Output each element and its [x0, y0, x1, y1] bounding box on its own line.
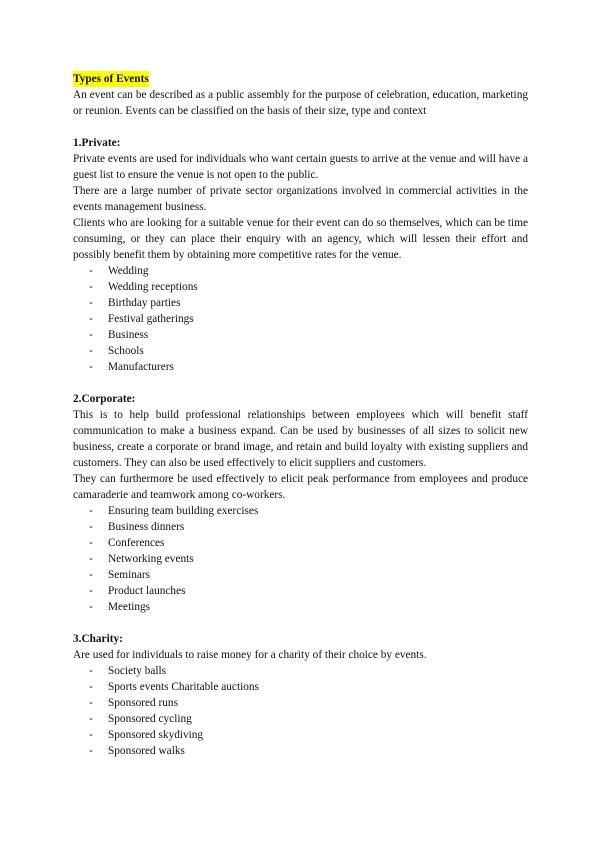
bullet-dash: - — [89, 505, 93, 517]
charity-heading: 3.Charity: — [73, 633, 123, 645]
charity-list — [73, 663, 528, 759]
bullet-dash: - — [89, 281, 93, 293]
bullet-dash: - — [89, 297, 93, 309]
list-item — [73, 279, 528, 295]
list-item — [73, 535, 528, 551]
list-item — [73, 359, 528, 375]
list-item-label: Sponsored cycling — [108, 713, 192, 725]
private-heading: 1.Private: — [73, 137, 121, 149]
list-item-label: Wedding — [108, 265, 149, 277]
list-item — [73, 263, 528, 279]
list-item-label: Product launches — [108, 585, 186, 597]
bullet-dash: - — [89, 329, 93, 341]
bullet-dash: - — [89, 265, 93, 277]
list-item — [73, 551, 528, 567]
private-list — [73, 263, 528, 375]
list-item-label: Society balls — [108, 665, 167, 677]
bullet-dash: - — [89, 537, 93, 549]
list-item-label: Sports events Charitable auctions — [108, 681, 259, 693]
list-item-label: Sponsored walks — [108, 745, 185, 757]
private-paragraph-2: There are a large number of private sector organizations involved in commercial activities in the events management business. — [73, 185, 528, 213]
corporate-paragraph-1: This is to help build professional relationships between employees which will benefit staff communication to make a business expand. Can be used by businesses of all sizes to solicit new business, create a corporate or brand image, and retain and build loyalty with existing suppliers and customers. They can also be used effectively to elicit suppliers and customers. — [73, 409, 528, 469]
list-item — [73, 343, 528, 359]
list-item — [73, 727, 528, 743]
list-item — [73, 695, 528, 711]
list-item — [73, 583, 528, 599]
list-item-label: Networking events — [108, 553, 194, 565]
bullet-dash: - — [89, 681, 93, 693]
list-item-label: Schools — [108, 345, 144, 357]
document-title-text: Types of Events — [73, 73, 149, 85]
bullet-dash: - — [89, 713, 93, 725]
charity-paragraph-1: Are used for individuals to raise money for a charity of their choice by events. — [73, 649, 427, 661]
list-item — [73, 311, 528, 327]
document-title — [73, 71, 528, 87]
bullet-dash: - — [89, 697, 93, 709]
private-paragraph-3: Clients who are looking for a suitable venue for their event can do so themselves, which can be time consuming, or they can place their enquiry with an agency, which will lessen their effort and possibly benefit them by obtaining more competitive rates for the venue. — [73, 217, 528, 261]
corporate-heading: 2.Corporate: — [73, 393, 136, 405]
list-item-label: Festival gatherings — [108, 313, 194, 325]
list-item-label: Business — [108, 329, 149, 341]
list-item — [73, 711, 528, 727]
list-item-label: Sponsored skydiving — [108, 729, 204, 741]
list-item-label: Meetings — [108, 601, 151, 613]
list-item — [73, 503, 528, 519]
list-item — [73, 295, 528, 311]
list-item — [73, 679, 528, 695]
bullet-dash: - — [89, 313, 93, 325]
list-item-label: Seminars — [108, 569, 151, 581]
list-item-label: Business dinners — [108, 521, 185, 533]
list-item-label: Birthday parties — [108, 297, 181, 309]
bullet-dash: - — [89, 665, 93, 677]
bullet-dash: - — [89, 729, 93, 741]
bullet-dash: - — [89, 585, 93, 597]
private-paragraph-1: Private events are used for individuals who want certain guests to arrive at the venue and will have a guest list to ensure the venue is not open to the public. — [73, 153, 528, 181]
list-item — [73, 743, 528, 759]
bullet-dash: - — [89, 553, 93, 565]
list-item-label: Conferences — [108, 537, 165, 549]
corporate-paragraph-2: They can furthermore be used effectively to elicit peak performance from employees and produce camaraderie and teamwork among co-workers. — [73, 473, 528, 501]
intro-paragraph: An event can be described as a public assembly for the purpose of celebration, education, marketing or reunion. Events can be classified on the basis of their size, type and context — [73, 89, 528, 117]
bullet-dash: - — [89, 745, 93, 757]
list-item-label: Manufacturers — [108, 361, 174, 373]
bullet-dash: - — [89, 569, 93, 581]
corporate-list — [73, 503, 528, 615]
list-item — [73, 663, 528, 679]
bullet-dash: - — [89, 345, 93, 357]
list-item — [73, 519, 528, 535]
list-item-label: Sponsored runs — [108, 697, 178, 709]
list-item-label: Wedding receptions — [108, 281, 198, 293]
bullet-dash: - — [89, 601, 93, 613]
bullet-dash: - — [89, 521, 93, 533]
list-item — [73, 567, 528, 583]
list-item — [73, 327, 528, 343]
list-item — [73, 599, 528, 615]
list-item-label: Ensuring team building exercises — [108, 505, 259, 517]
bullet-dash: - — [89, 361, 93, 373]
document-content — [73, 71, 528, 759]
